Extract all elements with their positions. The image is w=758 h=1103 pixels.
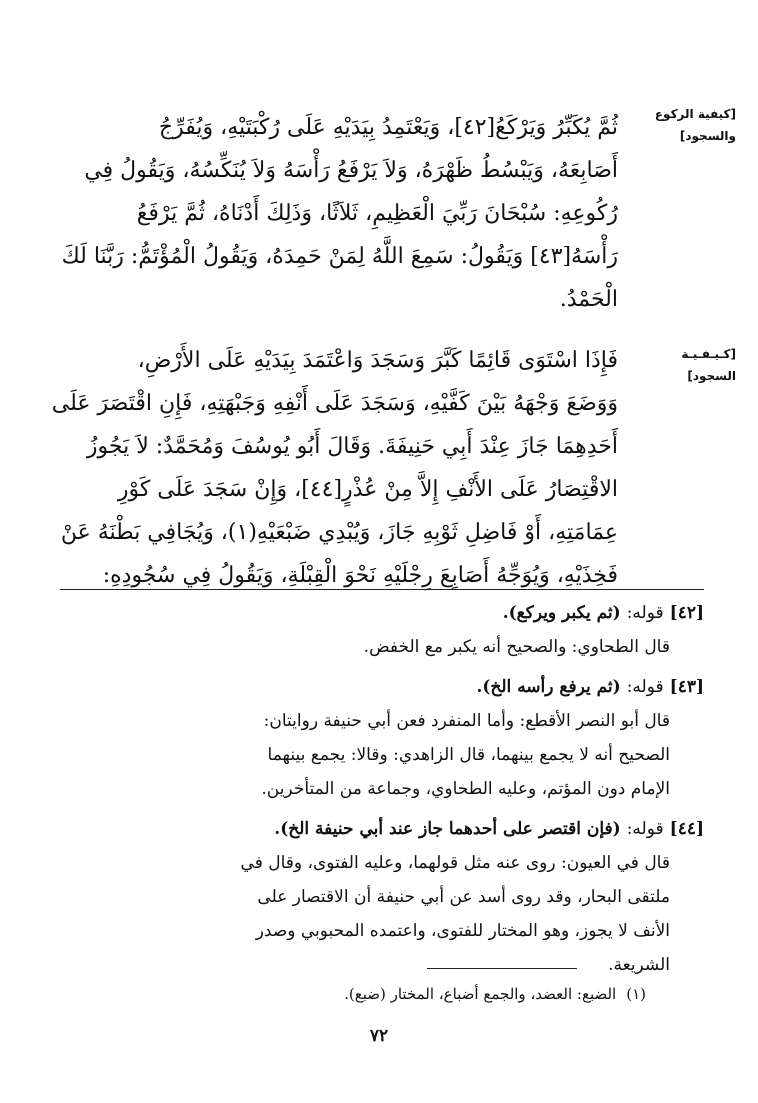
note-line: الإمام دون المؤتم، وعليه الطحاوي، وجماعة من المتأخرين.: [261, 779, 670, 799]
note-quote: (ثم يكبر ويركع).: [502, 603, 621, 623]
note-line: قال في العيون: روى عنه مثل قولهما، وعليه الفتوى، وقال في: [240, 853, 670, 873]
commentary-divider: [60, 589, 704, 590]
note-quote: (فإن اقتصر على أحدهما جاز عند أبي حنيفة الخ).: [274, 819, 621, 839]
note-label: قوله:: [626, 603, 664, 623]
note-line: الصحيح أنه لا يجمع بينهما، قال الزاهدي: وقالا: يجمع بينهما: [267, 745, 670, 765]
text-line: وَوَضَعَ وَجْهَهُ بَيْنَ كَفَّيْهِ، وَسَجَدَ عَلَى أَنْفِهِ وَجَبْهَتِهِ، فَإِنِ اقْتَصَرَ عَلَى: [51, 391, 618, 416]
text-line: فَخِذَيْهِ، وَيُوَجِّهُ أَصَابِعَ رِجْلَيْهِ نَحْوَ الْقِبْلَةِ، وَيَقُولُ فِي سُجُودِهِ:: [102, 563, 618, 588]
note-label: قوله:: [626, 819, 664, 839]
note-body: [40, 846, 704, 982]
note-line: ملتقى البحار، وقد روى أسد عن أبي حنيفة أن الاقتصار على: [257, 887, 670, 907]
text-line: أَصَابِعَهُ، وَيَبْسُطُ ظَهْرَهُ، وَلاَ يَرْفَعُ رَأْسَهُ وَلاَ يُنَكِّسُهُ، وَيَقُولُ فِي: [84, 158, 618, 183]
text-line: الاقْتِصَارُ عَلَى الأَنْفِ إِلاَّ مِنْ عُذْرٍ[٤٤]، وَإِنْ سَجَدَ عَلَى كَوْرِ: [117, 477, 618, 502]
note-number: [٤٤]: [669, 819, 704, 839]
side-heading-sujud: [640, 343, 736, 387]
commentary-note-44: [40, 812, 704, 982]
page-number: ٧٢: [369, 1026, 389, 1046]
commentary-note-42: [40, 596, 704, 664]
note-heading: [40, 596, 704, 630]
text-line: ثُمَّ يُكَبِّرُ وَيَرْكَعُ[٤٢]، وَيَعْتَمِدُ بِيَدَيْهِ عَلَى رُكْبَتَيْهِ، وَيُفَرِّجُ: [158, 115, 618, 140]
side-heading-ruku-sujud: [640, 103, 736, 147]
note-number: [٤٣]: [669, 677, 704, 697]
note-line: قال الطحاوي: والصحيح أنه يكبر مع الخفض.: [363, 637, 670, 657]
note-body: [40, 704, 704, 806]
commentary-note-43: [40, 670, 704, 806]
note-line: الشريعة.: [608, 955, 670, 975]
side-heading-line: [كـيـفـيـة: [681, 347, 736, 361]
footnote-text: الضبع: العضد، والجمع أضباع، المختار (ضبع).: [344, 985, 617, 1003]
note-line: قال أبو النصر الأقطع: وأما المنفرد فعن أبي حنيفة روايتان:: [263, 711, 670, 731]
text-line: رُكُوعِهِ: سُبْحَانَ رَبِّيَ الْعَظِيمِ، ثَلاَثًا، وَذَلِكَ أَدْنَاهُ، ثُمَّ يَرْفَعُ: [136, 201, 618, 226]
main-paragraph-ruku: [42, 106, 618, 321]
side-heading-line: السجود]: [687, 369, 736, 383]
note-line: الأنف لا يجوز، وهو المختار للفتوى، واعتمده المحبوبي وصدر: [255, 921, 670, 941]
note-number: [٤٢]: [669, 603, 704, 623]
note-body: [40, 630, 704, 664]
note-quote: (ثم يرفع رأسه الخ).: [476, 677, 621, 697]
text-line: الْحَمْدُ.: [559, 287, 618, 312]
note-heading: [40, 812, 704, 846]
main-paragraph-sujud: [42, 339, 618, 597]
side-heading-line: [كيفية الركوع: [654, 107, 736, 121]
text-line: عِمَامَتِهِ، أَوْ فَاضِلِ ثَوْبِهِ جَازَ، وَيُبْدِي ضَبْعَيْهِ(١)، وَيُجَافِي بَطْنَهُ عَنْ: [60, 520, 618, 545]
footnote-divider: [427, 968, 577, 969]
text-line: فَإِذَا اسْتَوَى قَائِمًا كَبَّرَ وَسَجَدَ وَاعْتَمَدَ بِيَدَيْهِ عَلَى الأَرْضِ،: [137, 348, 618, 373]
text-line: رَأْسَهُ[٤٣] وَيَقُولُ: سَمِعَ اللَّهُ لِمَنْ حَمِدَهُ، وَيَقُولُ الْمُؤْتَمُّ: رَبَّنَا لَكَ: [61, 244, 618, 269]
side-heading-line: والسجود]: [679, 129, 736, 143]
note-heading: [40, 670, 704, 704]
text-line: أَحَدِهِمَا جَازَ عِنْدَ أَبِي حَنِيفَةَ. وَقَالَ أَبُو يُوسُفَ وَمُحَمَّدٌ: لاَ يَجُوزُ: [86, 434, 618, 459]
footnote-number: (١): [626, 985, 646, 1003]
commentary-notes: [40, 596, 704, 988]
footnote: [344, 980, 646, 1008]
note-label: قوله:: [626, 677, 664, 697]
